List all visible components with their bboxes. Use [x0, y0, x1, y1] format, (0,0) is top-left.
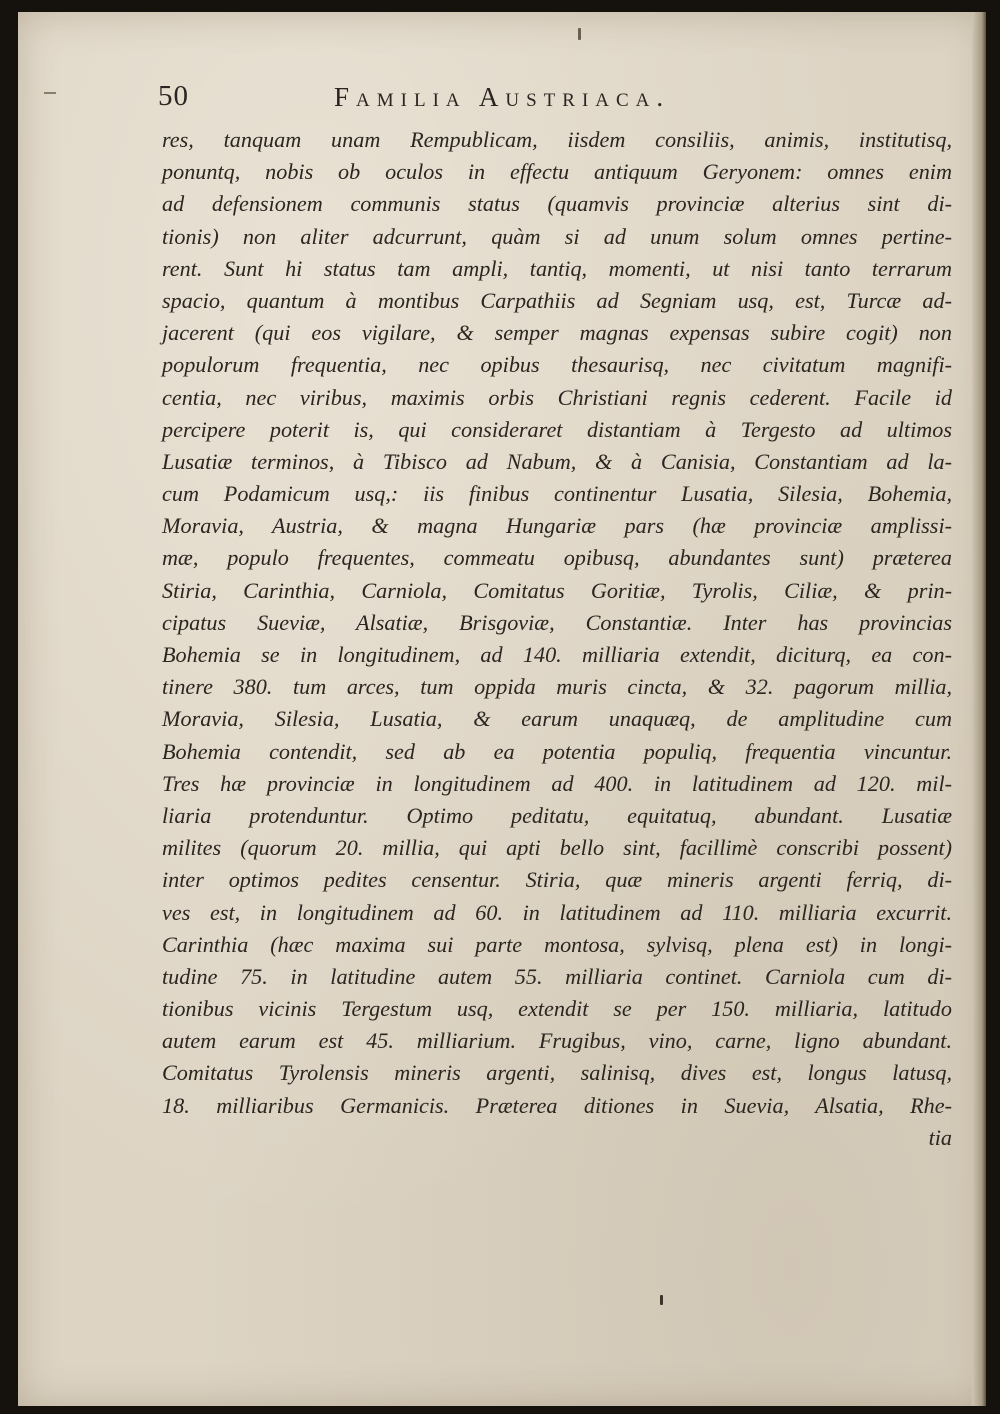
- text-line: Moravia, Silesia, Lusatia, & earum unaquæq, de amplitudine cum: [162, 706, 952, 732]
- text-line: tionibus vicinis Tergestum usq, extendit se per 150. milliaria, latitudo: [162, 996, 952, 1022]
- text-line: populorum frequentia, nec opibus thesaurisq, nec civitatum magnifi-: [162, 352, 952, 378]
- text-line: res, tanquam unam Rempublicam, iisdem consiliis, animis, institutisq,: [162, 127, 952, 152]
- text-line: percipere poterit is, qui consideraret distantiam à Tergesto ad ultimos: [162, 416, 952, 442]
- catchword: tia: [928, 1124, 952, 1150]
- margin-mark: [44, 92, 56, 94]
- text-line: Tres hæ provinciæ in longitudinem ad 400. in latitudinem ad 120. mil-: [162, 770, 952, 796]
- text-line: tinere 380. tum arces, tum oppida muris cincta, & 32. pagorum millia,: [162, 674, 952, 700]
- text-line: rent. Sunt hi status tam ampli, tantiq, momenti, ut nisi tanto terrarum: [162, 255, 952, 281]
- text-line: Moravia, Austria, & magna Hungariæ pars (hæ provinciæ amplissi-: [162, 513, 952, 539]
- text-line: jacerent (qui eos vigilare, & semper magnas expensas subire cogit) non: [162, 320, 952, 346]
- text-line: spacio, quantum à montibus Carpathiis ad Segniam usq, est, Turcæ ad-: [162, 287, 952, 313]
- text-line: ves est, in longitudinem ad 60. in latitudinem ad 110. milliaria excurrit.: [162, 899, 952, 925]
- text-line: Lusatiæ terminos, à Tibisco ad Nabum, & à Canisia, Constantiam ad la-: [162, 448, 952, 474]
- text-line: tudine 75. in latitudine autem 55. milliaria continet. Carniola cum di-: [162, 963, 952, 989]
- text-line: Carinthia (hæc maxima sui parte montosa, sylvisq, plena est) in longi-: [162, 931, 952, 957]
- text-line: mæ, populo frequentes, commeatu opibusq, abundantes sunt) præterea: [162, 545, 952, 571]
- text-line: autem earum est 45. milliarium. Frugibus, vino, carne, ligno abundant.: [162, 1028, 952, 1054]
- text-line: Comitatus Tyrolensis mineris argenti, salinisq, dives est, longus latusq,: [162, 1060, 952, 1086]
- text-line: tionis) non aliter adcurrunt, quàm si ad unum solum omnes pertine-: [162, 223, 952, 249]
- text-line: Bohemia contendit, sed ab ea potentia populiq, frequentia vincuntur.: [162, 738, 952, 764]
- text-line: ponuntq, nobis ob oculos in effectu antiquum Geryonem: omnes enim: [162, 159, 952, 185]
- text-line: Bohemia se in longitudinem, ad 140. milliaria extendit, diciturq, ea con-: [162, 642, 952, 667]
- ink-speck-bottom: [660, 1295, 663, 1305]
- ink-speck-top: [578, 28, 581, 40]
- text-line: Stiria, Carinthia, Carniola, Comitatus Goritiæ, Tyrolis, Ciliæ, & prin-: [162, 577, 952, 603]
- text-line: 18. milliaribus Germanicis. Præterea ditiones in Suevia, Alsatia, Rhe-: [162, 1092, 952, 1118]
- text-line: cipatus Sueviæ, Alsatiæ, Brisgoviæ, Constantiæ. Inter has provincias: [162, 609, 952, 635]
- text-line: ad defensionem communis status (quamvis provinciæ alterius sint di-: [162, 191, 952, 217]
- running-title: Familia Austriaca.: [334, 82, 671, 112]
- body-text: [162, 124, 952, 1154]
- text-line: milites (quorum 20. millia, qui apti bello sint, facillimè conscribi possent): [162, 835, 952, 861]
- text-line: inter optimos pedites censentur. Stiria, quæ mineris argenti ferriq, di-: [162, 867, 952, 893]
- text-line: liaria protenduntur. Optimo peditatu, equitatuq, abundant. Lusatiæ: [162, 802, 952, 828]
- text-line: centia, nec viribus, maximis orbis Christiani regnis cederent. Facile id: [162, 384, 952, 410]
- page-edge: [972, 12, 986, 1406]
- text-line: cum Podamicum usq,: iis finibus continentur Lusatia, Silesia, Bohemia,: [162, 481, 952, 507]
- page-header: [158, 78, 758, 118]
- page-number: 50: [158, 80, 189, 112]
